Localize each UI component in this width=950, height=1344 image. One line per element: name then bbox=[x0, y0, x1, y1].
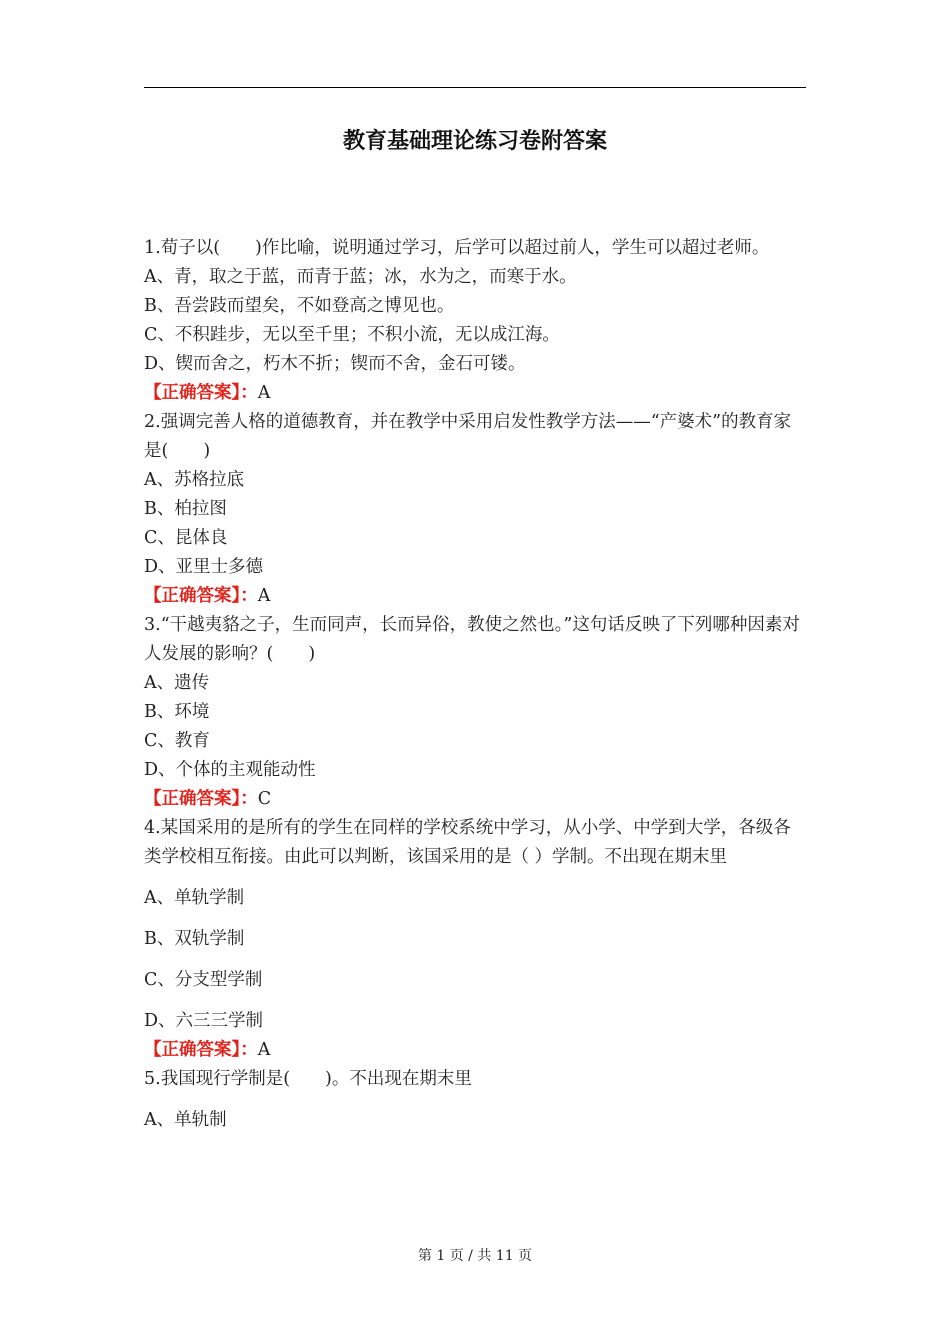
question-1-answer bbox=[144, 379, 808, 408]
question-3-answer bbox=[144, 785, 808, 814]
question-2-option-a: A、苏格拉底 bbox=[144, 470, 245, 490]
question-1-option-c: C、不积跬步，无以至千里；不积小流，无以成江海。 bbox=[144, 325, 560, 345]
question-5-option-a: A、单轨制 bbox=[144, 1110, 227, 1130]
question-4-option-b: B、双轨学制 bbox=[144, 929, 245, 949]
answer-label: 【正确答案】： bbox=[144, 1040, 258, 1060]
question-4-option-a: A、单轨学制 bbox=[144, 888, 245, 908]
question-2-option-b: B、柏拉图 bbox=[144, 499, 227, 519]
answer-label: 【正确答案】： bbox=[144, 789, 258, 809]
answer-value: A bbox=[257, 383, 271, 403]
question-3-option-d: D、个体的主观能动性 bbox=[144, 760, 316, 780]
question-4-option-d: D、六三三学制 bbox=[144, 1011, 264, 1031]
question-2-answer bbox=[144, 582, 808, 611]
document-title: 教育基础理论练习卷附答案 bbox=[342, 129, 607, 154]
page-footer: 第 1 页 / 共 11 页 bbox=[417, 1248, 533, 1264]
answer-value: A bbox=[257, 1040, 271, 1060]
answer-label: 【正确答案】： bbox=[144, 383, 258, 403]
question-4-option-c: C、分支型学制 bbox=[144, 970, 263, 990]
question-3-text: 3.“干越夷貉之子，生而同声，长而异俗，教使之然也。”这句话反映了下列哪种因素对人发展的影响？( ) bbox=[144, 615, 800, 664]
question-2-text: 2.强调完善人格的道德教育，并在教学中采用启发性教学方法——“产婆术”的教育家是( ) bbox=[144, 412, 792, 461]
question-1-option-a: A、青，取之于蓝，而青于蓝；冰，水为之，而寒于水。 bbox=[144, 267, 577, 287]
question-3-option-c: C、教育 bbox=[144, 731, 210, 751]
question-2-option-d: D、亚里士多德 bbox=[144, 557, 264, 577]
header-rule bbox=[144, 87, 806, 88]
question-5-text: 5.我国现行学制是( )。不出现在期末里 bbox=[144, 1069, 472, 1089]
question-1-text: 1.荀子以( )作比喻，说明通过学习，后学可以超过前人，学生可以超过老师。 bbox=[144, 238, 770, 258]
question-4-text: 4.某国采用的是所有的学生在同样的学校系统中学习，从小学、中学到大学，各级各类学校相互衔接。由此可以判断，该国采用的是（ ）学制。不出现在期末里 bbox=[144, 818, 791, 867]
question-3-option-a: A、遗传 bbox=[144, 673, 210, 693]
answer-value: C bbox=[257, 789, 272, 809]
question-2-option-c: C、昆体良 bbox=[144, 528, 228, 548]
answer-label: 【正确答案】： bbox=[144, 586, 258, 606]
question-1-option-b: B、吾尝跂而望矣，不如登高之博见也。 bbox=[144, 296, 455, 316]
question-4-answer bbox=[144, 1036, 808, 1065]
question-3-option-b: B、环境 bbox=[144, 702, 210, 722]
question-list bbox=[144, 234, 808, 1135]
question-1-option-d: D、锲而舍之，朽木不折；锲而不舍，金石可镂。 bbox=[144, 354, 526, 374]
answer-value: A bbox=[257, 586, 271, 606]
